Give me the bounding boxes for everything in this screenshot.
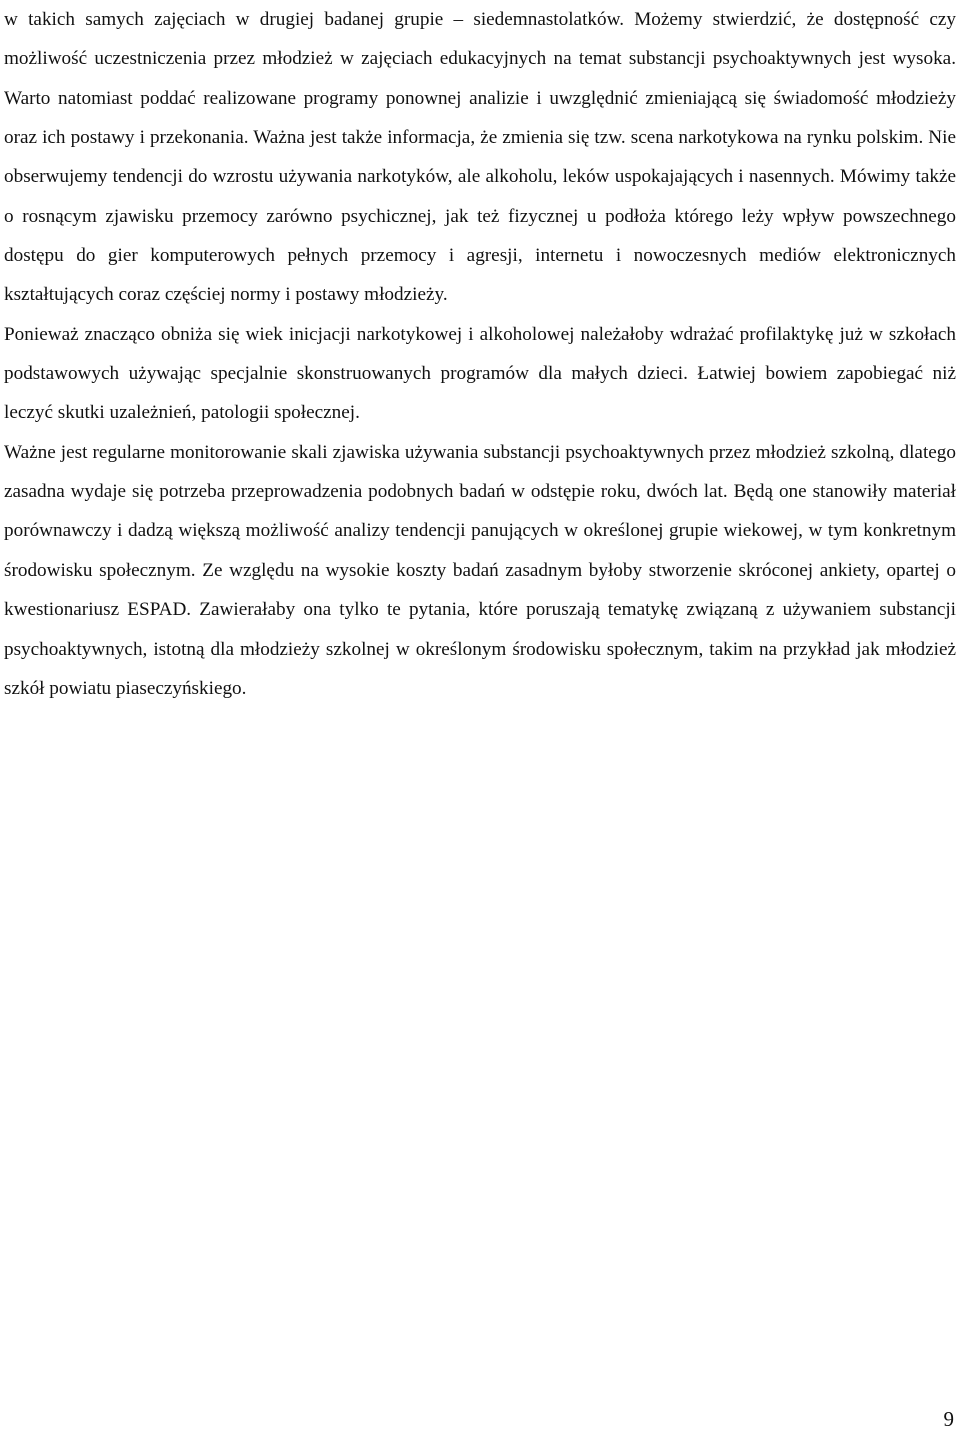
document-page (4, 0, 956, 708)
paragraph-3: Ważne jest regularne monitorowanie skali zjawiska używania substancji psychoaktywnych przez młodzież szkolną, dlatego zasadna wydaje się potrzeba przeprowadzenia podobnych badań w odstępie roku, dwóch lat. Będą one stanowiły materiał porównawczy i dadzą większą możliwość analizy tendencji panujących w określonej grupie wiekowej, w tym konkretnym środowisku społecznym. Ze względu na wysokie koszty badań zasadnym byłoby stworzenie skróconej ankiety, opartej o kwestionariusz ESPAD. Zawierałaby ona tylko te pytania, które poruszają tematykę związaną z używaniem substancji psychoaktywnych, istotną dla młodzieży szkolnej w określonym środowisku społecznym, takim na przykład jak młodzież szkół powiatu piaseczyńskiego. (4, 441, 956, 699)
page-number: 9 (943, 1407, 954, 1431)
paragraph-1: w takich samych zajęciach w drugiej badanej grupie – siedemnastolatków. Możemy stwierdzić, że dostępność czy możliwość uczestniczenia przez młodzież w zajęciach edukacyjnych na temat substancji psychoaktywnych jest wysoka. Warto natomiast poddać realizowane programy ponownej analizie i uwzględnić zmieniającą się świadomość młodzieży oraz ich postawy i przekonania. Ważna jest także informacja, że zmienia się tzw. scena narkotykowa na rynku polskim. Nie obserwujemy tendencji do wzrostu używania narkotyków, ale alkoholu, leków uspokajających i nasennych. Mówimy także o rosnącym zjawisku przemocy zarówno psychicznej, jak też fizycznej u podłoża którego leży wpływ powszechnego dostępu do gier komputerowych pełnych przemocy i agresji, internetu i nowoczesnych mediów elektronicznych kształtujących coraz częściej normy i postawy młodzieży. (4, 9, 956, 306)
paragraph-2: Ponieważ znacząco obniża się wiek inicjacji narkotykowej i alkoholowej należałoby wdrażać profilaktykę już w szkołach podstawowych używając specjalnie skonstruowanych programów dla małych dzieci. Łatwiej bowiem zapobiegać niż leczyć skutki uzależnień, patologii społecznej. (4, 323, 956, 424)
